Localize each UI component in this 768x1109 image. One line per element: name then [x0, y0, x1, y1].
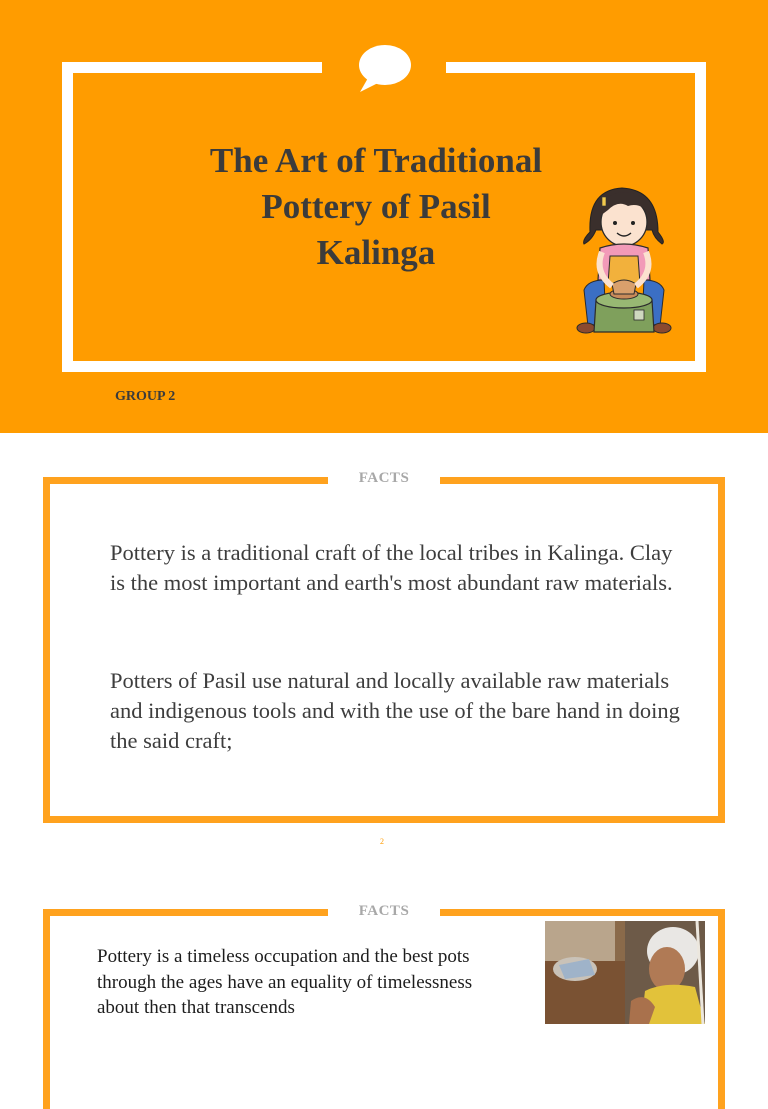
group-label: GROUP 2	[115, 389, 176, 404]
title-line: Kalinga	[316, 233, 436, 272]
facts-paragraph: Pottery is a traditional craft of the local tribes in Kalinga. Clay is the most important and earth's most abundant raw materials.	[110, 540, 673, 595]
facts-frame	[43, 477, 725, 823]
presentation-title	[160, 138, 592, 276]
potter-illustration	[574, 180, 674, 340]
title-line: The Art of Traditional	[209, 141, 543, 180]
page-number: 2	[380, 837, 384, 846]
facts-paragraph: Potters of Pasil use natural and locally available raw materials and indigenous tools and with the use of the bare hand in doing the said craft;	[110, 668, 680, 753]
facts-paragraph: Pottery is a timeless occupation and the best pots through the ages have an equality of timelessness about then that transcends	[97, 946, 473, 1018]
facts-label: FACTS	[358, 470, 410, 486]
elderly-potter-photo	[545, 921, 705, 1024]
facts-label: FACTS	[358, 903, 410, 919]
speech-bubble-icon	[354, 42, 414, 96]
title-line: Pottery of Pasil	[261, 187, 491, 226]
